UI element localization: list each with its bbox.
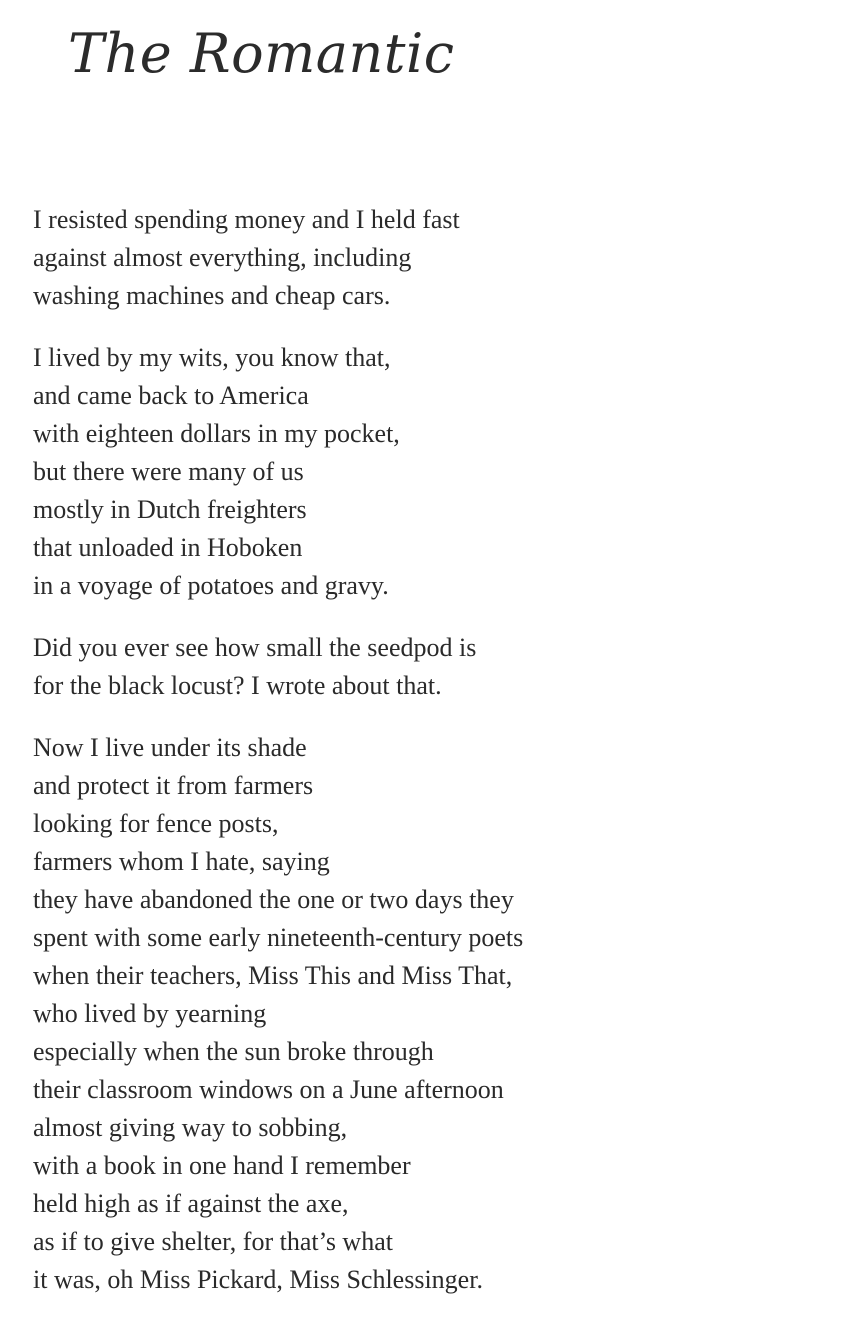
poem-line: with eighteen dollars in my pocket, [33, 419, 400, 448]
poem-line: it was, oh Miss Pickard, Miss Schlessinger. [33, 1265, 483, 1294]
poem-line: when their teachers, Miss This and Miss That, [33, 961, 513, 990]
poem-line: Did you ever see how small the seedpod is [33, 633, 477, 662]
poem-line: for the black locust? I wrote about that. [33, 671, 442, 700]
stanza [33, 339, 833, 605]
poem-body [33, 201, 833, 1323]
poem-line: against almost everything, including [33, 243, 412, 272]
poem-line: Now I live under its shade [33, 733, 307, 762]
poem-line: and came back to America [33, 381, 309, 410]
poem-line: held high as if against the axe, [33, 1189, 349, 1218]
stanza [33, 629, 833, 705]
poem-line: almost giving way to sobbing, [33, 1113, 348, 1142]
poem-line: their classroom windows on a June afternoon [33, 1075, 504, 1104]
poem-line: in a voyage of potatoes and gravy. [33, 571, 389, 600]
poem-line: spent with some early nineteenth-century poets [33, 923, 524, 952]
poem-line: but there were many of us [33, 457, 304, 486]
poem-line: I resisted spending money and I held fast [33, 205, 460, 234]
stanza [33, 201, 833, 315]
poem-line: washing machines and cheap cars. [33, 281, 391, 310]
poem-line: they have abandoned the one or two days they [33, 885, 514, 914]
poem-title: The Romantic [68, 22, 455, 85]
poem-line: I lived by my wits, you know that, [33, 343, 391, 372]
poem-line: with a book in one hand I remember [33, 1151, 411, 1180]
poem-line: looking for fence posts, [33, 809, 279, 838]
poem-line: farmers whom I hate, saying [33, 847, 330, 876]
poem-line: who lived by yearning [33, 999, 267, 1028]
poem-line: and protect it from farmers [33, 771, 314, 800]
poem-line: that unloaded in Hoboken [33, 533, 303, 562]
stanza [33, 729, 833, 1299]
poem-line: mostly in Dutch freighters [33, 495, 307, 524]
poem-line: as if to give shelter, for that’s what [33, 1227, 393, 1256]
poem-line: especially when the sun broke through [33, 1037, 434, 1066]
